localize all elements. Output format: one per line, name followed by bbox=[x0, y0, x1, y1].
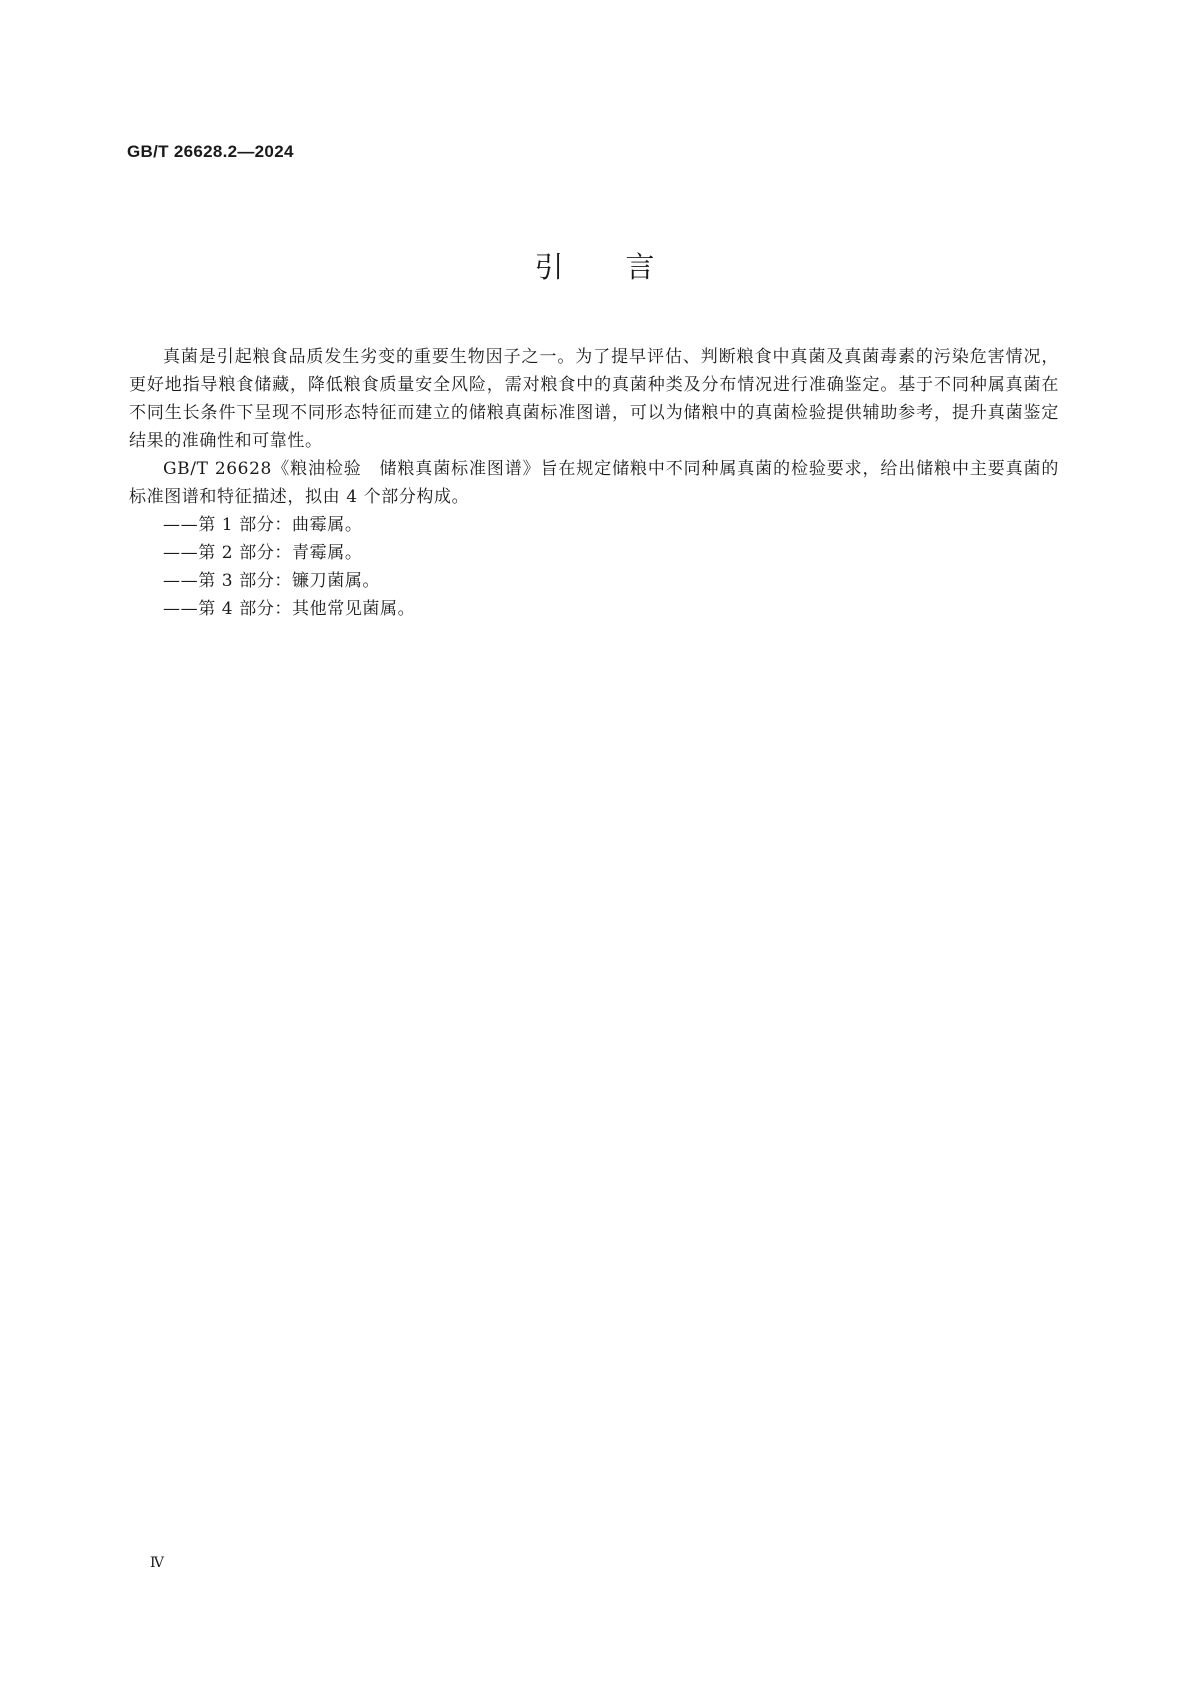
paragraph: GB/T 26628《粮油检验 储粮真菌标准图谱》旨在规定储粮中不同种属真菌的检验要求，给出储粮中主要真菌的标准图谱和特征描述，拟由 4 个部分构成。 bbox=[129, 459, 1059, 507]
standard-code: GB/T 26628.2—2024 bbox=[127, 142, 294, 161]
introduction-body bbox=[129, 343, 1059, 623]
page-title-part-2: 言 bbox=[625, 250, 657, 284]
page-title-part-1: 引 bbox=[534, 250, 566, 284]
paragraph: 真菌是引起粮食品质发生劣变的重要生物因子之一。为了提早评估、判断粮食中真菌及真菌毒素的污染危害情况，更好地指导粮食储藏，降低粮食质量安全风险，需对粮食中的真菌种类及分布情况进行准确鉴定。基于不同种属真菌在不同生长条件下呈现不同形态特征而建立的储粮真菌标准图谱，可以为储粮中的真菌检验提供辅助参考，提升真菌鉴定结果的准确性和可靠性。 bbox=[129, 347, 1059, 451]
list-item: ——第 1 部分：曲霉属。 bbox=[163, 515, 363, 535]
page-title bbox=[0, 245, 1191, 286]
list-item: ——第 4 部分：其他常见菌属。 bbox=[163, 599, 416, 619]
list-item: ——第 3 部分：镰刀菌属。 bbox=[163, 571, 381, 591]
list-item: ——第 2 部分：青霉属。 bbox=[163, 543, 363, 563]
page-number: Ⅳ bbox=[150, 1555, 164, 1571]
